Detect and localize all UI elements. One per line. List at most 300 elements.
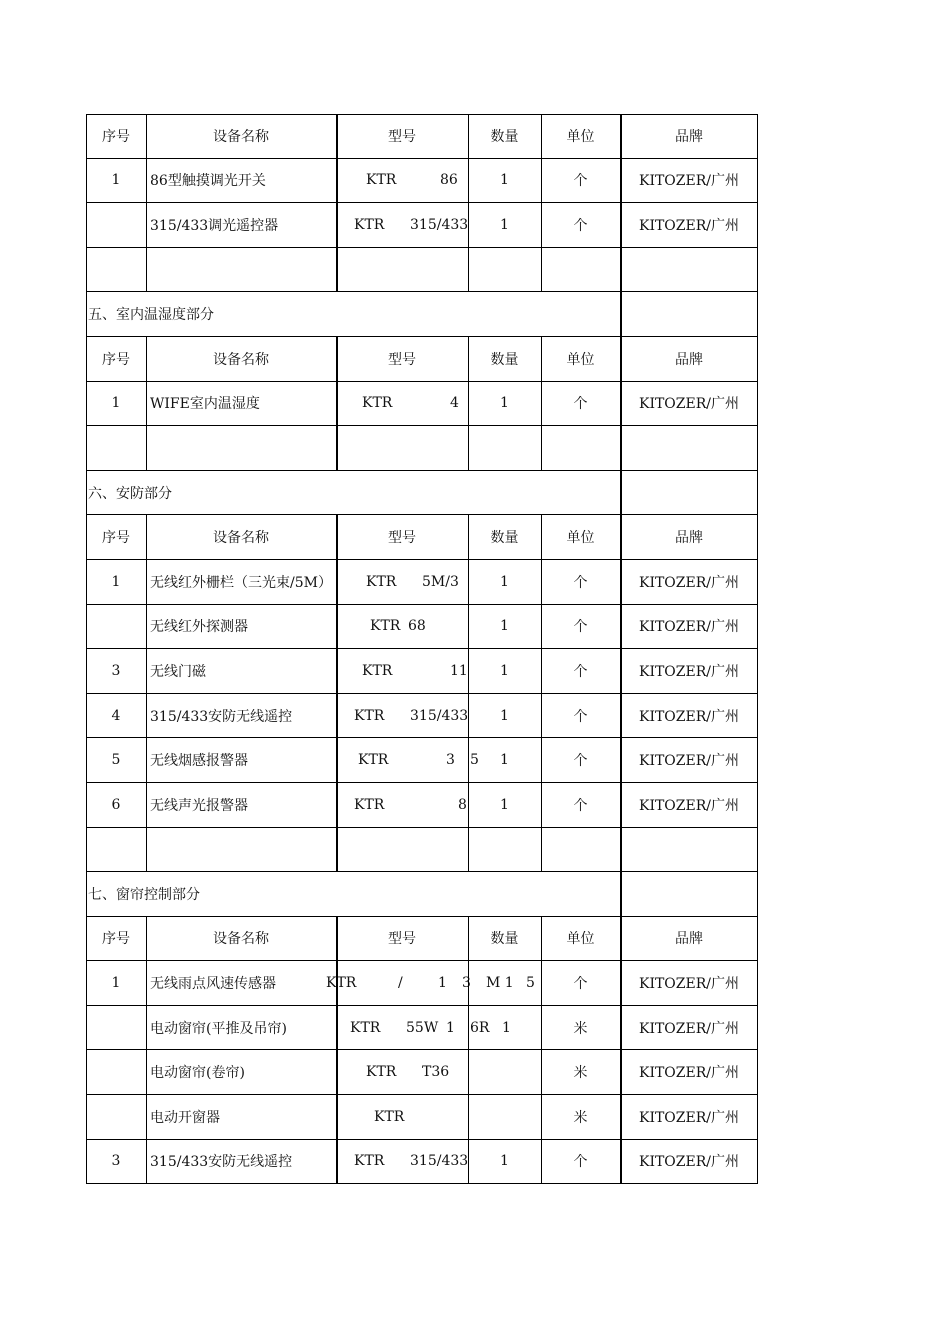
column-divider <box>146 961 147 1005</box>
column-divider <box>620 961 622 1005</box>
column-divider <box>541 605 542 649</box>
row-model <box>336 382 468 426</box>
column-divider <box>336 694 338 738</box>
column-divider <box>146 115 147 158</box>
row-model <box>336 649 468 693</box>
row-qty <box>468 961 541 1005</box>
header-brand: 品牌 <box>675 129 703 146</box>
column-divider <box>86 872 87 916</box>
model-fragment: KTR <box>350 1019 381 1036</box>
section-row <box>86 292 758 337</box>
table-row <box>86 159 758 204</box>
column-divider <box>468 1095 469 1139</box>
column-divider <box>757 738 758 782</box>
column-divider <box>86 515 87 559</box>
header-name: 设备名称 <box>213 931 269 948</box>
model-fragment: KTR <box>354 707 385 724</box>
column-divider <box>620 1050 622 1094</box>
header-row <box>86 114 758 159</box>
row-qty: 1 <box>500 796 509 813</box>
column-divider <box>468 515 469 559</box>
column-divider <box>541 337 542 381</box>
model-fragment: 68 <box>408 618 426 635</box>
model-fragment: 1 <box>438 975 447 992</box>
column-divider <box>336 515 338 559</box>
row-name: 315/433安防无线遥控 <box>150 708 293 725</box>
row-qty <box>468 1095 541 1139</box>
model-fragment: 315/433 <box>410 707 469 724</box>
column-divider <box>468 783 469 827</box>
row-model <box>336 783 468 827</box>
header-unit: 单位 <box>566 931 595 948</box>
model-fragment: 8 <box>458 796 467 813</box>
row-qty: 1 <box>500 573 509 590</box>
header-brand: 品牌 <box>675 351 703 368</box>
column-divider <box>86 694 87 738</box>
row-name: 315/433安防无线遥控 <box>150 1154 293 1171</box>
column-divider <box>86 1140 87 1184</box>
column-divider <box>146 159 147 203</box>
model-fragment: 5M/3 <box>422 573 459 590</box>
table-row <box>86 783 758 828</box>
row-model <box>336 203 468 247</box>
column-divider <box>541 649 542 693</box>
column-divider <box>757 783 758 827</box>
column-divider <box>336 1006 338 1050</box>
column-divider <box>336 203 338 247</box>
row-name: 电动窗帘(卷帘) <box>150 1065 245 1082</box>
column-divider <box>146 917 147 961</box>
column-divider <box>620 515 622 559</box>
column-divider <box>146 1050 147 1094</box>
column-divider <box>541 203 542 247</box>
row-name: 电动窗帘(平推及吊帘) <box>150 1020 287 1037</box>
column-divider <box>541 159 542 203</box>
column-divider <box>468 1050 469 1094</box>
column-divider <box>757 694 758 738</box>
table-row <box>86 1006 758 1051</box>
row-model <box>336 159 468 203</box>
column-divider <box>757 337 758 381</box>
row-brand: KITOZER/广州 <box>638 1109 739 1126</box>
column-divider <box>757 382 758 426</box>
model-fragment: 4 <box>450 395 459 412</box>
row-unit: 个 <box>573 396 588 413</box>
column-divider <box>620 471 622 515</box>
header-unit: 单位 <box>566 129 595 146</box>
column-divider <box>620 1095 622 1139</box>
column-divider <box>468 738 469 782</box>
row-name: 无线雨点风速传感器 <box>150 976 276 993</box>
column-divider <box>757 292 758 336</box>
row-qty: 1 <box>500 707 509 724</box>
column-divider <box>620 115 622 158</box>
model-fragment: 1 <box>502 1019 511 1036</box>
column-divider <box>86 382 87 426</box>
header-qty: 数量 <box>490 931 519 948</box>
header-qty: 数量 <box>490 351 519 368</box>
model-fragment: 315/433 <box>410 1153 469 1170</box>
column-divider <box>86 115 87 158</box>
column-divider <box>86 248 87 292</box>
column-divider <box>336 828 338 872</box>
model-fragment: 3 <box>462 975 471 992</box>
row-brand: KITOZER/广州 <box>638 574 739 591</box>
header-qty: 数量 <box>490 530 519 547</box>
column-divider <box>620 1140 622 1184</box>
column-divider <box>86 1050 87 1094</box>
row-unit: 个 <box>573 708 588 725</box>
row-name: 86型触摸调光开关 <box>150 173 266 190</box>
row-qty <box>468 1006 541 1050</box>
column-divider <box>468 828 469 872</box>
column-divider <box>541 1140 542 1184</box>
model-fragment: 11 <box>450 662 468 679</box>
table-row <box>86 1140 758 1185</box>
column-divider <box>541 1006 542 1050</box>
column-divider <box>757 115 758 158</box>
header-name: 设备名称 <box>213 129 269 146</box>
column-divider <box>468 115 469 158</box>
row-unit: 个 <box>573 663 588 680</box>
column-divider <box>757 1006 758 1050</box>
column-divider <box>146 426 147 470</box>
row-no <box>86 605 146 649</box>
section-title: 七、窗帘控制部分 <box>88 886 200 903</box>
row-name: 无线红外探测器 <box>150 619 248 636</box>
row-brand: KITOZER/广州 <box>638 976 739 993</box>
header-no: 序号 <box>102 931 130 948</box>
row-model <box>336 1140 468 1184</box>
model-fragment: KTR <box>354 796 385 813</box>
header-row <box>86 515 758 560</box>
column-divider <box>468 961 469 1005</box>
table-row <box>86 426 758 471</box>
column-divider <box>336 382 338 426</box>
row-name: 无线声光报警器 <box>150 797 248 814</box>
model-fragment: KTR <box>362 662 393 679</box>
column-divider <box>620 694 622 738</box>
table-row <box>86 382 758 427</box>
row-no <box>86 1006 146 1050</box>
row-no <box>86 203 146 247</box>
row-brand: KITOZER/广州 <box>638 173 739 190</box>
column-divider <box>146 605 147 649</box>
table-row <box>86 248 758 293</box>
row-model <box>326 961 535 1005</box>
model-fragment: KTR <box>374 1108 405 1125</box>
header-no: 序号 <box>102 351 130 368</box>
header-brand: 品牌 <box>675 530 703 547</box>
column-divider <box>468 382 469 426</box>
column-divider <box>757 1140 758 1184</box>
row-model <box>336 605 468 649</box>
header-no: 序号 <box>102 129 130 146</box>
header-model: 型号 <box>388 931 416 948</box>
column-divider <box>541 382 542 426</box>
row-qty: 1 <box>500 172 509 189</box>
row-name: 电动开窗器 <box>150 1109 220 1126</box>
row-name: 无线门磁 <box>150 663 206 680</box>
column-divider <box>541 961 542 1005</box>
row-brand: KITOZER/广州 <box>638 797 739 814</box>
column-divider <box>146 515 147 559</box>
column-divider <box>541 738 542 782</box>
row-no: 1 <box>111 172 121 189</box>
row-model <box>336 738 479 782</box>
row-unit: 个 <box>573 173 588 190</box>
model-fragment: 5 <box>470 752 479 769</box>
row-unit: 个 <box>573 797 588 814</box>
column-divider <box>620 337 622 381</box>
column-divider <box>146 1140 147 1184</box>
row-no: 6 <box>111 796 121 813</box>
row-qty: 1 <box>500 618 509 635</box>
row-unit: 个 <box>573 217 588 234</box>
column-divider <box>336 961 338 1005</box>
column-divider <box>146 203 147 247</box>
model-fragment: / <box>398 975 403 992</box>
row-brand: KITOZER/广州 <box>638 663 739 680</box>
column-divider <box>541 1095 542 1139</box>
column-divider <box>757 203 758 247</box>
column-divider <box>757 1095 758 1139</box>
column-divider <box>146 828 147 872</box>
column-divider <box>468 560 469 604</box>
row-brand: KITOZER/广州 <box>638 753 739 770</box>
column-divider <box>620 426 622 470</box>
column-divider <box>146 337 147 381</box>
row-name: WIFE室内温湿度 <box>150 396 260 413</box>
model-fragment: KTR <box>362 395 393 412</box>
column-divider <box>86 159 87 203</box>
header-model: 型号 <box>388 530 416 547</box>
row-no: 3 <box>111 662 121 679</box>
column-divider <box>541 917 542 961</box>
header-unit: 单位 <box>566 530 595 547</box>
column-divider <box>757 1050 758 1094</box>
column-divider <box>146 694 147 738</box>
row-no: 5 <box>111 752 121 769</box>
column-divider <box>336 783 338 827</box>
header-qty: 数量 <box>490 129 519 146</box>
column-divider <box>620 917 622 961</box>
column-divider <box>620 783 622 827</box>
column-divider <box>620 248 622 292</box>
column-divider <box>757 605 758 649</box>
model-fragment: 6R <box>470 1019 490 1036</box>
column-divider <box>336 917 338 961</box>
column-divider <box>620 649 622 693</box>
column-divider <box>468 248 469 292</box>
model-fragment: KTR <box>366 1064 397 1081</box>
table-row <box>86 1095 758 1140</box>
table-row <box>86 961 758 1006</box>
column-divider <box>757 872 758 916</box>
column-divider <box>146 560 147 604</box>
column-divider <box>468 426 469 470</box>
row-name: 无线烟感报警器 <box>150 753 248 770</box>
table-row <box>86 605 758 650</box>
column-divider <box>620 382 622 426</box>
column-divider <box>86 649 87 693</box>
row-unit: 米 <box>573 1109 588 1126</box>
column-divider <box>620 872 622 916</box>
table-row <box>86 828 758 873</box>
header-model: 型号 <box>388 351 416 368</box>
header-name: 设备名称 <box>213 351 269 368</box>
model-fragment: KTR <box>366 573 397 590</box>
column-divider <box>86 426 87 470</box>
column-divider <box>757 560 758 604</box>
row-no: 4 <box>111 707 121 724</box>
row-qty: 1 <box>500 1153 509 1170</box>
row-no: 1 <box>111 975 121 992</box>
column-divider <box>541 426 542 470</box>
row-brand: KITOZER/广州 <box>638 217 739 234</box>
column-divider <box>146 1006 147 1050</box>
column-divider <box>336 605 338 649</box>
column-divider <box>86 828 87 872</box>
equipment-table <box>86 114 758 1184</box>
column-divider <box>336 337 338 381</box>
row-model <box>336 1050 468 1094</box>
header-unit: 单位 <box>566 351 595 368</box>
column-divider <box>86 783 87 827</box>
column-divider <box>757 515 758 559</box>
header-row <box>86 917 758 962</box>
column-divider <box>146 783 147 827</box>
row-qty: 1 <box>500 752 509 769</box>
header-brand: 品牌 <box>675 931 703 948</box>
table-row <box>86 203 758 248</box>
column-divider <box>468 1006 469 1050</box>
row-unit: 个 <box>573 753 588 770</box>
column-divider <box>541 515 542 559</box>
row-model <box>336 694 468 738</box>
model-fragment: KTR <box>370 618 401 635</box>
model-fragment: M 1 <box>486 975 514 992</box>
column-divider <box>336 649 338 693</box>
column-divider <box>86 292 87 336</box>
column-divider <box>86 961 87 1005</box>
column-divider <box>620 159 622 203</box>
row-qty: 1 <box>500 216 509 233</box>
row-name: 315/433调光遥控器 <box>150 217 279 234</box>
model-fragment: KTR <box>326 975 357 992</box>
column-divider <box>336 1050 338 1094</box>
column-divider <box>86 1006 87 1050</box>
column-divider <box>146 382 147 426</box>
row-brand: KITOZER/广州 <box>638 396 739 413</box>
column-divider <box>336 1095 338 1139</box>
column-divider <box>541 828 542 872</box>
model-fragment: KTR <box>354 1153 385 1170</box>
row-no <box>86 1050 146 1094</box>
column-divider <box>336 159 338 203</box>
column-divider <box>757 961 758 1005</box>
row-model <box>336 560 468 604</box>
model-fragment: 1 <box>446 1019 455 1036</box>
table-row <box>86 560 758 605</box>
column-divider <box>336 738 338 782</box>
row-qty: 1 <box>500 395 509 412</box>
column-divider <box>146 738 147 782</box>
header-name: 设备名称 <box>213 530 269 547</box>
row-unit: 米 <box>573 1020 588 1037</box>
row-unit: 米 <box>573 1065 588 1082</box>
row-model <box>336 1095 468 1139</box>
column-divider <box>86 605 87 649</box>
column-divider <box>757 917 758 961</box>
header-no: 序号 <box>102 530 130 547</box>
column-divider <box>757 828 758 872</box>
row-model <box>336 1006 511 1050</box>
model-fragment: 5 <box>526 975 535 992</box>
column-divider <box>468 1140 469 1184</box>
table-row <box>86 694 758 739</box>
column-divider <box>336 426 338 470</box>
model-fragment: 55W <box>406 1019 439 1036</box>
column-divider <box>86 471 87 515</box>
row-qty: 1 <box>500 662 509 679</box>
column-divider <box>541 694 542 738</box>
column-divider <box>86 337 87 381</box>
column-divider <box>86 203 87 247</box>
column-divider <box>336 560 338 604</box>
header-row <box>86 337 758 382</box>
column-divider <box>620 203 622 247</box>
model-fragment: T36 <box>422 1064 450 1081</box>
row-unit: 个 <box>573 1154 588 1171</box>
section-row <box>86 872 758 917</box>
column-divider <box>468 917 469 961</box>
column-divider <box>757 248 758 292</box>
column-divider <box>468 649 469 693</box>
column-divider <box>620 1006 622 1050</box>
column-divider <box>757 649 758 693</box>
model-fragment: KTR <box>358 752 389 769</box>
section-title: 六、安防部分 <box>88 485 172 502</box>
table-row <box>86 1050 758 1095</box>
column-divider <box>468 605 469 649</box>
row-no <box>86 1095 146 1139</box>
column-divider <box>468 337 469 381</box>
column-divider <box>620 738 622 782</box>
column-divider <box>86 917 87 961</box>
column-divider <box>620 292 622 336</box>
column-divider <box>620 560 622 604</box>
column-divider <box>86 1095 87 1139</box>
column-divider <box>336 115 338 158</box>
row-brand: KITOZER/广州 <box>638 1154 739 1171</box>
header-model: 型号 <box>388 129 416 146</box>
column-divider <box>541 248 542 292</box>
row-no: 1 <box>111 573 121 590</box>
column-divider <box>468 159 469 203</box>
row-unit: 个 <box>573 619 588 636</box>
column-divider <box>541 115 542 158</box>
column-divider <box>620 605 622 649</box>
section-row <box>86 471 758 516</box>
column-divider <box>468 694 469 738</box>
model-fragment: 315/433 <box>410 216 469 233</box>
model-fragment: 3 <box>446 752 455 769</box>
model-fragment: KTR <box>366 172 397 189</box>
column-divider <box>86 738 87 782</box>
row-brand: KITOZER/广州 <box>638 1065 739 1082</box>
table-row <box>86 738 758 783</box>
